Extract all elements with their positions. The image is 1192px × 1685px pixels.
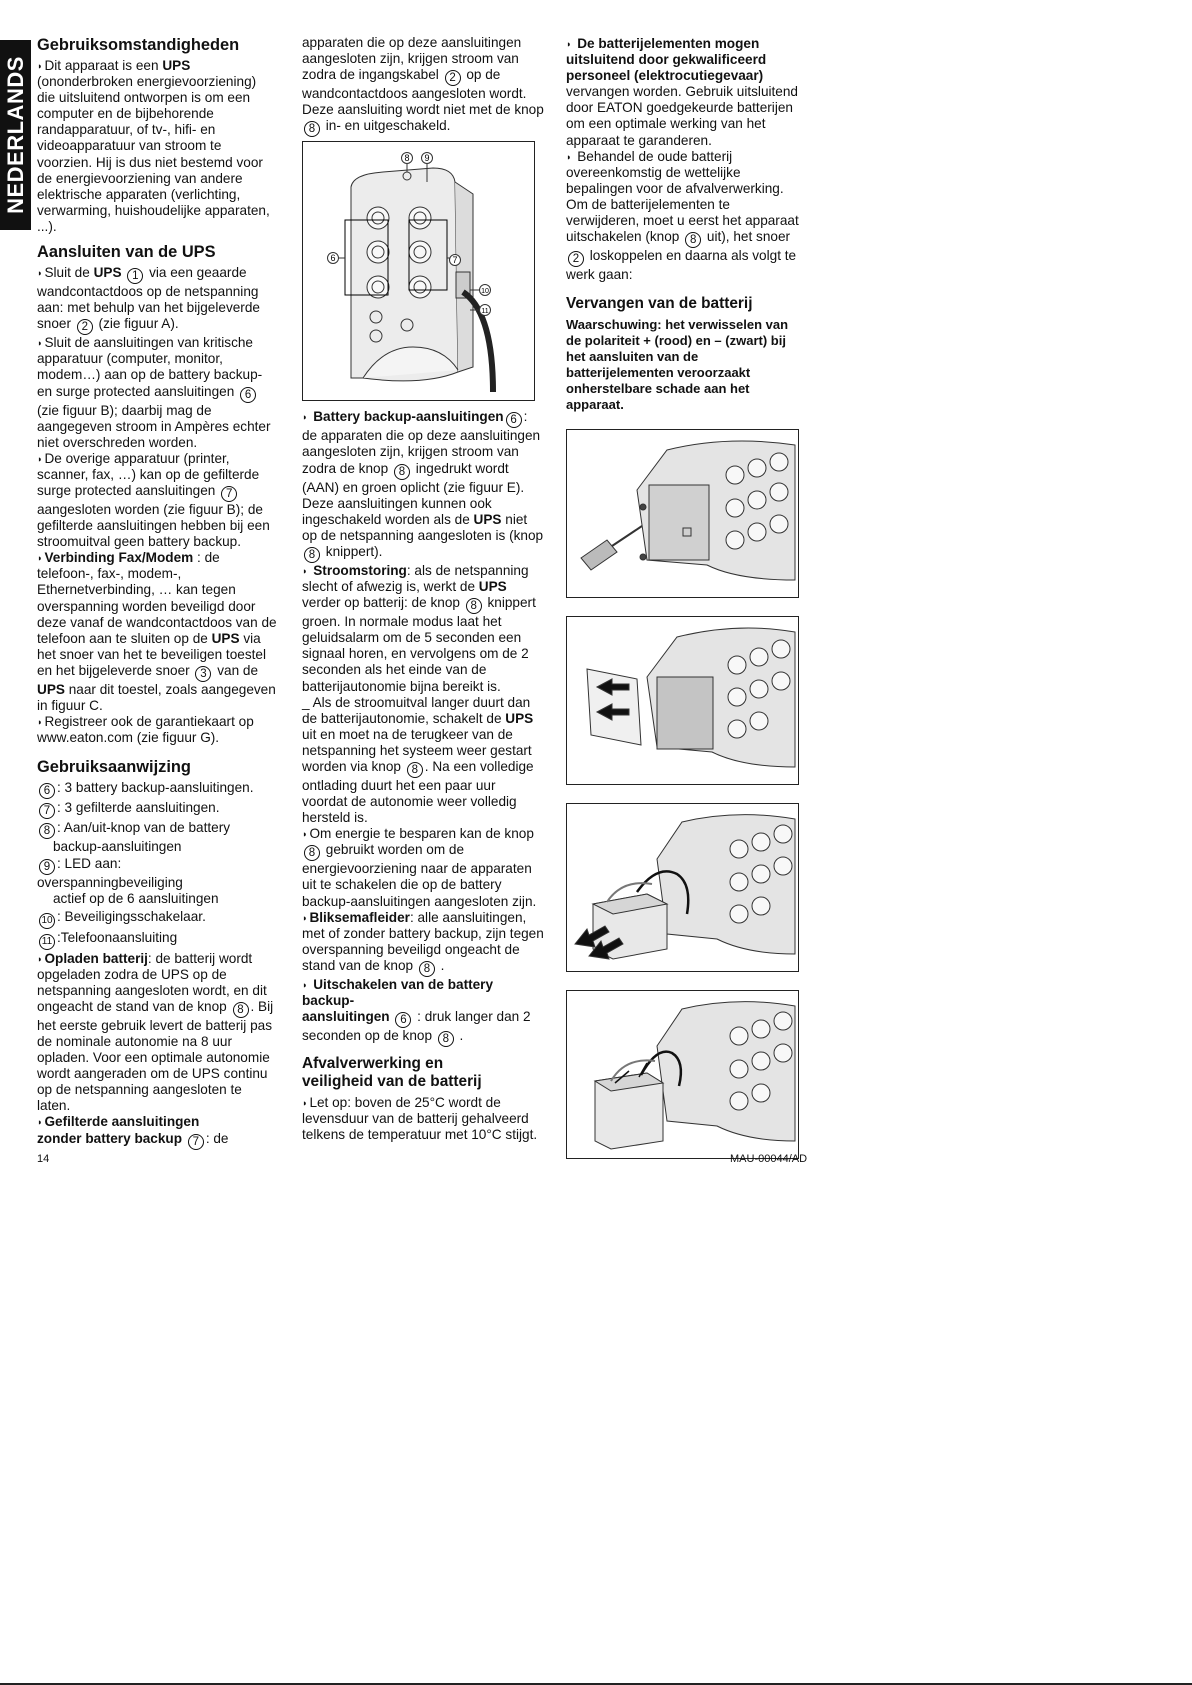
callout-number: 10 (39, 913, 55, 929)
legend-list (37, 780, 277, 949)
callout-number: 8 (39, 823, 55, 839)
connect-paragraph-5: ◗ Registreer ook de garantiekaart op www.eaton.com (zie figuur G). (37, 714, 254, 746)
bullet-icon: ◗ (37, 1117, 43, 1128)
legend-item: 10 : Beveiligingsschakelaar. (37, 909, 277, 929)
page-number: 14 (37, 1153, 50, 1165)
callout-number: 6 (240, 387, 256, 403)
qualified-paragraph: ◗ De batterijelementen mogen uitsluitend door gekwalificeerd personeel (elektrocutiegevaar) vervangen worden. Gebruik uitsluitend door EATON goedgekeurde batterijen om een optimale werking van het apparaat te garanderen. (566, 36, 798, 148)
ups-front-figure (302, 141, 535, 401)
callout-number: 8 (394, 464, 410, 480)
callout-number: 1 (127, 268, 143, 284)
svg-text:9: 9 (424, 153, 430, 164)
callout-number: 3 (195, 666, 211, 682)
callout-number: 8 (419, 961, 435, 977)
connect-paragraph-1: ◗ Sluit de UPS 1 via een geaarde wandcontactdoos op de netspanning aan: met behulp van het bijgeleverde snoer 2 (zie figuur A). (37, 265, 260, 334)
disconnect-battery-illustration (567, 991, 798, 1158)
callout-number: 2 (568, 251, 584, 267)
callout-number: 6 (506, 412, 522, 428)
bullet-icon: ◗ (302, 829, 308, 840)
bullet-icon: ◗ (302, 1098, 308, 1109)
bullet-icon: ◗ (37, 953, 43, 964)
callout-number: 7 (188, 1134, 204, 1150)
filtered-continued: apparaten die op deze aansluitingen aangesloten zijn, krijgen stroom van zodra de ingangskabel 2 op de wandcontactdoos aangesloten wordt. Deze aansluiting wordt niet met de knop 8 in- en uitgeschakeld. (302, 35, 544, 136)
legend-item: 7 : 3 gefilterde aansluitingen. (37, 800, 277, 819)
legend-item: 6 : 3 battery backup-aansluitingen. (37, 780, 277, 799)
temperature-paragraph: ◗ Let op: boven de 25°C wordt de levensduur van de batterij gehalveerd telkens de temperatuur met 10°C stijgt. (302, 1095, 538, 1143)
callout-number: 7 (39, 803, 55, 819)
step-1-figure (566, 429, 799, 598)
legend-item: 8 : Aan/uit-knop van de battery backup-aansluitingen (37, 820, 277, 855)
bullet-icon: ◗ (302, 979, 308, 990)
column-3 (566, 36, 806, 1159)
legend-item: 11 :Telefoonaansluiting (37, 930, 277, 950)
power-failure-paragraph: ◗ Stroomstoring: als de netspanning slecht of afwezig is, werkt de UPS verder op batterij: de knop 8 knippert groen. In normale modus laat het geluidsalarm om de 5 seconden een signaal horen, en vervolgens om de 2 seconden als het einde van de batterijautonomie bijna bereikt is. (302, 562, 536, 694)
bullet-icon: ◗ (37, 338, 43, 349)
svg-text:8: 8 (404, 153, 410, 164)
callout-number: 2 (77, 319, 93, 335)
svg-text:6: 6 (330, 253, 336, 264)
column-1 (37, 36, 277, 1150)
connect-paragraph-3: ◗ De overige apparatuur (printer, scanner, fax, …) kan op de gefilterde surge protected aansluitingen 7 aangesloten worden (zie figuur B); de gefilterde aansluitingen hebben bij een stroomuitval geen battery backup. (37, 450, 270, 550)
connect-paragraph-4: ◗ Verbinding Fax/Modem : de telefoon-, fax-, modem-, Ethernetverbinding, … kan tegen overspanning worden beveiligd door deze vanaf de wandcontactdoos van de telefoon aan te sluiten op de UPS via het snoer van het te beveiligen toestel en het bijgeleverde snoer 3 van de UPS naar dit toestel, zoals aangegeven in figuur C. (37, 550, 277, 713)
step-2-figure (566, 616, 799, 785)
slide-out-battery-illustration (567, 804, 798, 971)
language-tab (0, 40, 31, 230)
callout-number: 8 (685, 232, 701, 248)
connect-paragraph-2: ◗ Sluit de aansluitingen van kritische apparatuur (computer, monitor, modem…) aan op de battery backup- en surge protected aansluitingen 6 (zie figuur B); daarbij mag de aangegeven stroom in Ampères echter niet overschreden worden. (37, 335, 271, 450)
svg-text:10: 10 (481, 288, 489, 296)
battery-backup-paragraph: ◗ Battery backup-aansluitingen 6 : de apparaten die op deze aansluitingen aangesloten zijn, krijgen stroom van zodra de knop 8 ingedrukt wordt (AAN) en groen oplicht (zie figuur E). Deze aansluitingen kunnen ook ingeschakeld worden als de UPS niet op de netspanning aangesloten is (knop 8 knippert). (302, 409, 544, 561)
callout-number: 11 (39, 934, 55, 950)
column-2 (302, 35, 544, 1143)
step-4-figure (566, 990, 799, 1159)
bullet-icon: ◗ (302, 912, 308, 923)
callout-number: 6 (39, 783, 55, 799)
bullet-icon: ◗ (37, 61, 43, 71)
polarity-warning: Waarschuwing: het verwisselen van de polariteit + (rood) en – (zwart) bij het aansluiten van de batterijelementen veroorzaakt onherstelbare schade aan het apparaat. (566, 317, 789, 413)
callout-number: 8 (438, 1031, 454, 1047)
heading-replace-battery: Vervangen van de batterij (566, 295, 753, 313)
callout-number: 8 (304, 547, 320, 563)
bullet-icon: ◗ (37, 453, 43, 464)
bullet-icon: ◗ (37, 717, 43, 728)
callout-number: 2 (445, 70, 461, 86)
callout-number: 9 (39, 859, 55, 875)
bullet-icon: ◗ (566, 151, 572, 162)
step-3-figure (566, 803, 799, 972)
charging-paragraph: ◗ Opladen batterij: de batterij wordt opgeladen zodra de UPS op de netspanning aangesloten wordt, en dit ongeacht de stand van de knop 8 . Bij het eerste gebruik levert de batterij pas de nominale autonomie na 8 uur opladen. Voor een optimale autonomie wordt aangeraden om de UPS continu op de netspanning aangesloten te laten. (37, 950, 274, 1114)
callout-number: 8 (407, 762, 423, 778)
ups-front-illustration (303, 142, 534, 400)
heading-connect: Aansluiten van de UPS (37, 243, 216, 262)
energy-paragraph: ◗ Om energie te besparen kan de knop 8 gebruikt worden om de energievoorziening naar de apparaten uit te schakelen die op de battery backup-aansluitingen aangesloten zijn. (302, 826, 537, 909)
callout-number: 8 (304, 845, 320, 861)
callout-number: 7 (221, 486, 237, 502)
callout-number: 8 (466, 598, 482, 614)
bullet-icon: ◗ (566, 39, 572, 49)
heading-instructions: Gebruiksaanwijzing (37, 758, 191, 777)
document-code: MAU-00044/AD (730, 1153, 808, 1165)
heading-usage: Gebruiksomstandigheden (37, 36, 240, 54)
callout-number: 6 (395, 1012, 411, 1028)
bullet-icon: ◗ (302, 565, 308, 576)
heading-waste: Afvalverwerking en veiligheid van de batterij (302, 1055, 482, 1091)
bullet-icon: ◗ (302, 412, 308, 423)
callout-number: 8 (233, 1002, 249, 1018)
bullet-icon: ◗ (37, 268, 43, 279)
svg-text:7: 7 (452, 255, 458, 266)
svg-text:11: 11 (481, 308, 489, 316)
screwdriver-illustration (567, 430, 798, 597)
bullet-icon: ◗ (37, 553, 43, 564)
language-tab-label: NEDERLANDS (2, 56, 28, 214)
lightning-paragraph: ◗ Bliksemafleider: alle aansluitingen, met of zonder battery backup, zijn tegen overspanning beveiligd ongeacht de stand van de knop 8 . (302, 909, 544, 975)
callout-number: 8 (304, 121, 320, 137)
legend-item: 9 : LED aan: overspanningbeveiliging actief op de 6 aansluitingen (37, 856, 219, 907)
power-failure-paragraph-2: _ Als de stroomuitval langer duurt dan de batterijautonomie, schakelt de UPS uit en moet na de terugkeer van de netspanning het systeem weer gestart worden via knop 8 . Na een volledige ontlading duurt het een paar uur voordat de autonomie weer volledig hersteld is. (302, 694, 534, 826)
switch-off-paragraph: ◗ Uitschakelen van de battery backup- aansluitingen 6 : druk langer dan 2 seconden op de knop 8 . (302, 976, 531, 1046)
filtered-paragraph: ◗ Gefilterde aansluitingen zonder battery backup 7 : de (37, 1114, 229, 1148)
usage-paragraph: ◗ Dit apparaat is een UPS (ononderbroken energievoorziening) die uitsluitend ontworpen is om een computer en de bijbehorende randapparatuur, of tv-, hifi- en videoapparatuur van stroom te voorzien. Hij is dus niet bestemd voor de energievoorziening van andere elektrische apparaten (verlichting, verwarming, huishoudelijke apparaten, ...). (37, 58, 270, 234)
disposal-paragraph: ◗ Behandel de oude batterij overeenkomstig de wettelijke bepalingen voor de afvalverwerking. Om de batterijelementen te verwijderen, moet u eerst het apparaat uitschakelen (knop 8 uit), het snoer 2 loskoppelen en daarna als volgt te werk gaan: (566, 148, 799, 283)
remove-cover-illustration (567, 617, 798, 784)
